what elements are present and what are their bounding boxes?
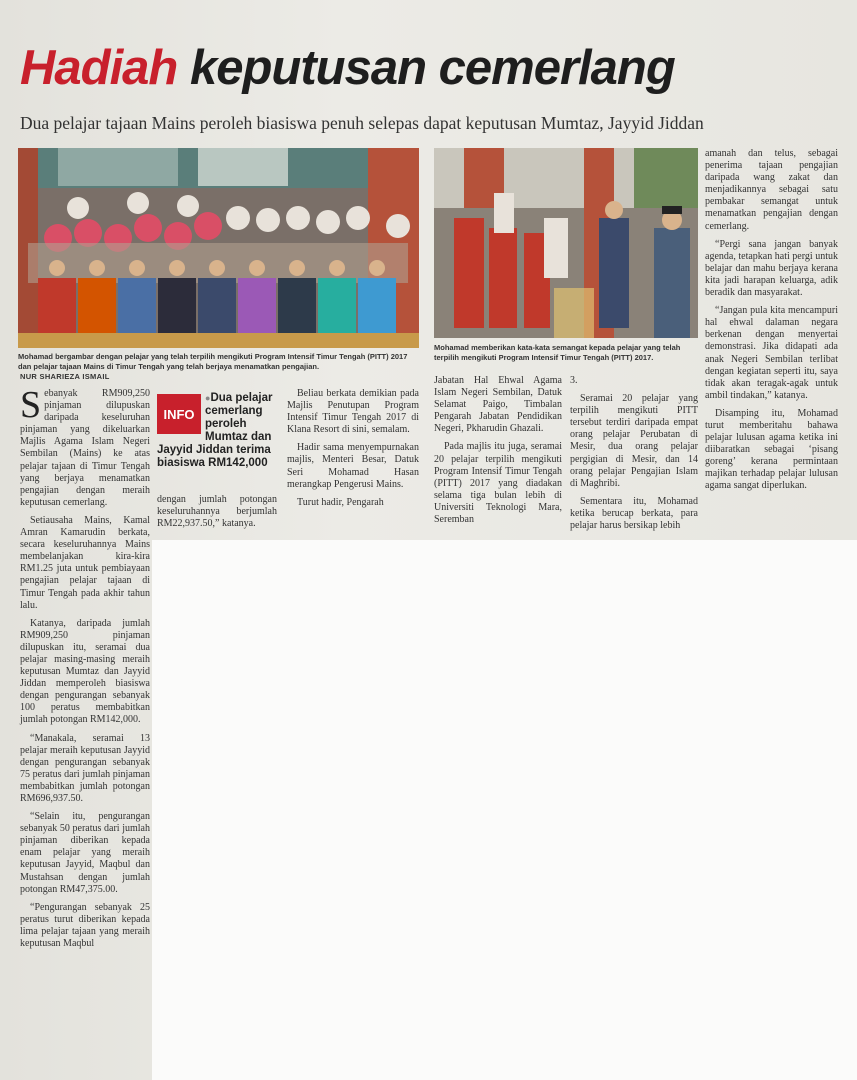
info-text: INFO ●Dua pelajar cemerlang peroleh Mumtaz dan Jayyid Jiddan terima biasiswa RM142,000 (157, 392, 273, 469)
article-column-6: amanah dan telus, sebagai penerima tajaan pengajian daripada wang zakat dan menjadikannya sebagai satu pembakar semangat untuk menamatkan pengajian dengan cemerlang. “Pergi sana jangan banyak agenda, tetapkan hati pergi untuk belajar dan mahu berjaya kerana kita jadi harapan keluarga, adik beradik dan masyarakat. “Jangan pula kita mencampuri hal ehwal dalaman negara berkenan dengan menyertai demonstrasi. Jika didapati ada anak Negeri Sembilan terlibat dengan kegiatan seperti itu, saya tidak akan teragak-agak untuk ambil tindakan,” katanya. Disamping itu, Mohamad turut memberitahu bahawa pelajar lulusan agama ketika ini diibaratkan sebagai ‘pisang goreng’ kerana permintaan majikan terhadap pelajar lulusan agama sangat diperlukan. (705, 148, 838, 492)
group-photo-caption: Mohamad bergambar dengan pelajar yang telah terpilih mengikuti Program Intensif Timur Tengah (PITT) 2017 dan pelajar tajaan Mains di Timur Tengah yang telah berjaya menamatkan pengajian. (18, 352, 408, 371)
group-photo (18, 148, 419, 348)
article-column-3: Beliau berkata demikian pada Majlis Penutupan Program Intensif Timur Tengah 2017 di Klana Resort di sini, semalam. Hadir sama menyempurnakan majlis, Menteri Besar, Datuk Seri Mohamad Hasan merangkap Pengerusi Mains. Turut hadir, Pengarah (287, 388, 419, 508)
article-column-4: Jabatan Hal Ehwal Agama Islam Negeri Sembilan, Datuk Selamat Paigo, Timbalan Pengarah Jabatan Pendidikan Negeri, Pkharudin Ghazali. Pada majlis itu juga, seramai 20 pelajar terpilih mengikuti Program Intensif Timur Tengah (PITT) 2017 yang diadakan selama tiga bulan lebih di Universiti Teknologi Mara, Seremban (434, 375, 562, 526)
info-tag: INFO (157, 394, 201, 434)
article-column-2: dengan jumlah potongan keseluruhannya berjumlah RM22,937.50,” katanya. (157, 494, 277, 530)
info-box (157, 392, 275, 469)
speech-photo (434, 148, 698, 338)
article-column-5: 3. Seramai 20 pelajar yang terpilih mengikuti PITT tersebut terdiri daripada empat orang pelajar Perubatan di Mesir, dua orang pelajar pergigian di Mesir, dan 14 orang pelajar Pengajian Islam di Maghribi. Sementara itu, Mohamad ketika berucap berkata, para pelajar harus bersikap lebih (570, 375, 698, 532)
drop-cap: S (20, 384, 42, 426)
blank-area (152, 540, 857, 1080)
subheadline: Dua pelajar tajaan Mains peroleh biasiswa penuh selepas dapat keputusan Mumtaz, Jayyid Jiddan (20, 113, 704, 133)
headline: Hadiah keputusan cemerlang (20, 41, 675, 95)
speech-photo-image (434, 148, 698, 338)
article-column-1: Sebanyak RM909,250 pinjaman dilupuskan daripada keseluruhan pinjaman yang dikeluarkan Majlis Agama Islam Negeri Sembilan (Mains) ke atas pelajar tajaan di Timur Tengah yang berjaya menamatkan pengajian dengan meraih keputusan cemerlang. Setiausaha Mains, Kamal Amran Kamarudin berkata, secara keseluruhannya Mains membelanjakan kira-kira RM1.25 juta untuk pembiayaan pengajian pelajar tajaan di Timur Tengah pada akhir tahun lalu. Katanya, daripada jumlah RM909,250 pinjaman dilupuskan itu, seramai dua pelajar masing-masing meraih keputusan Mumtaz dan Jayyid Jiddan memperoleh biasiswa dengan pengurangan sebanyak 100 peratus membabitkan jumlah potongan RM142,000. “Manakala, seramai 13 pelajar meraih keputusan Jayyid dengan pengurangan sebanyak 75 peratus dari jumlah pinjaman membabitkan jumlah potongan RM696,937.50. “Selain itu, pengurangan sebanyak 50 peratus dari jumlah pinjaman diberikan kepada enam pelajar yang meraih keputusan Jayyid, Maqbul dan Mustahsan dengan jumlah potongan RM47,375.00. “Pengurangan sebanyak 25 peratus turut diberikan kepada lima pelajar tajaan yang meraih keputusan Maqbul (20, 384, 150, 950)
speech-photo-caption: Mohamad memberikan kata-kata semangat kepada pelajar yang telah terpilih mengikuti Program Intensif Timur Tengah (PITT) 2017. (434, 343, 681, 362)
group-photo-image (18, 148, 419, 348)
bullet-icon: ● (205, 393, 211, 403)
byline: NUR SHARIEZA ISMAIL (20, 372, 110, 381)
